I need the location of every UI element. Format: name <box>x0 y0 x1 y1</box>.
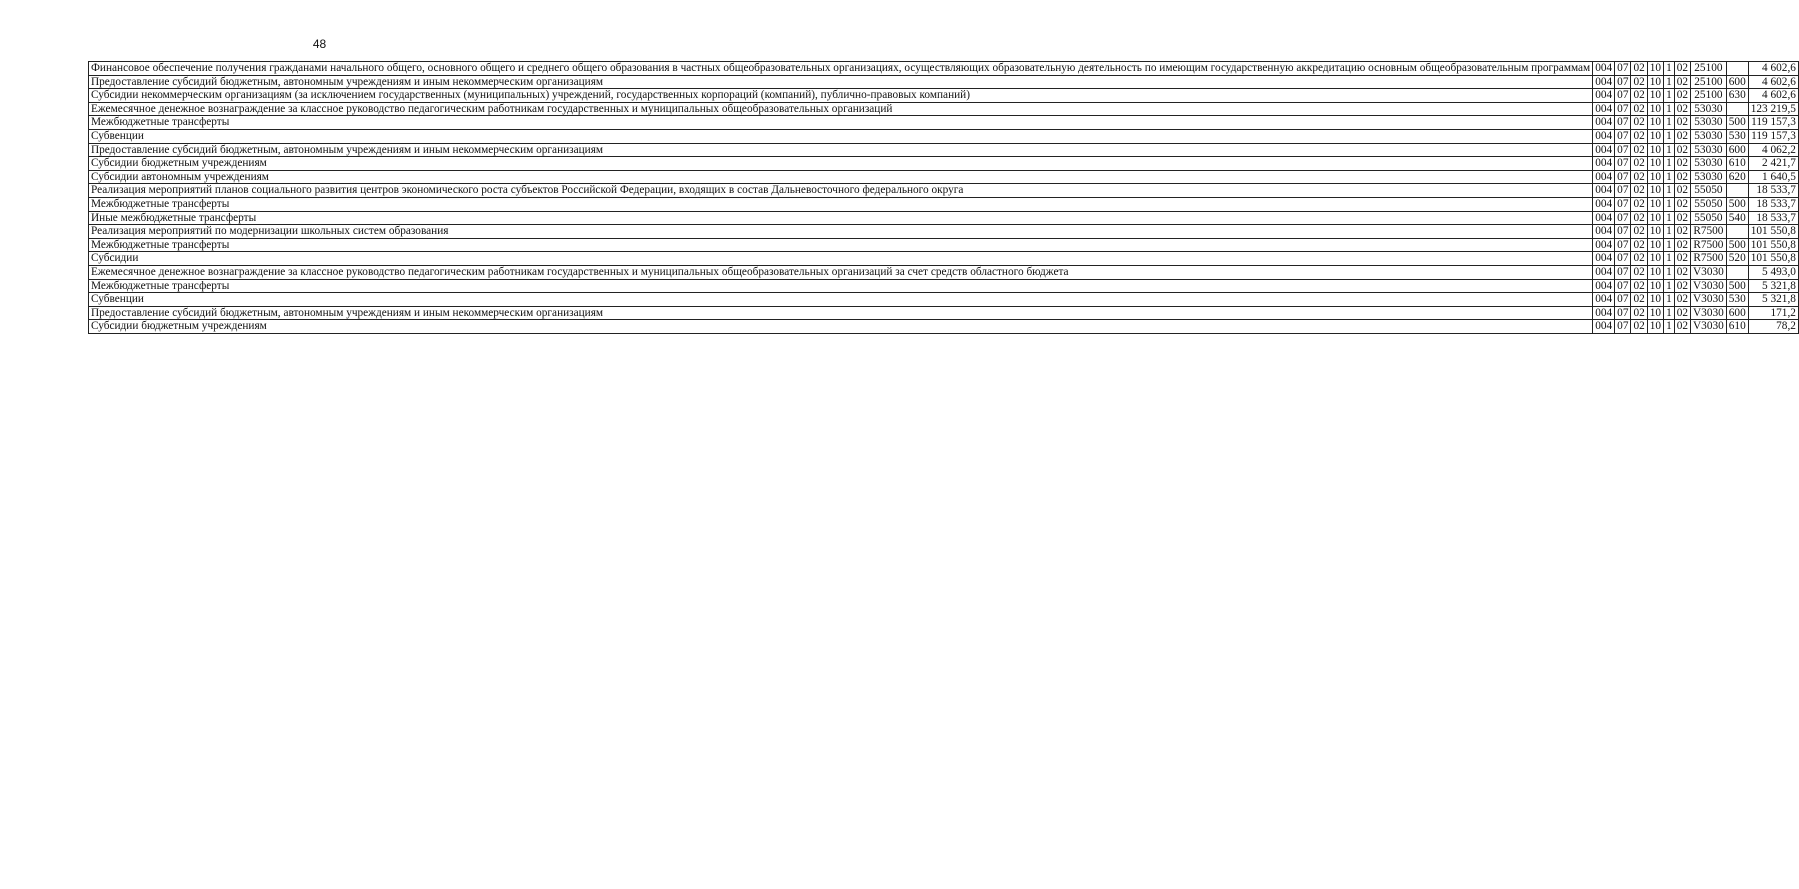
row-name-cell: Предоставление субсидий бюджетным, автономным учреждениям и иным некоммерческим организациям <box>89 75 1593 89</box>
table-row <box>89 306 1799 320</box>
amount-cell: 18 533,7 <box>1748 197 1798 211</box>
section-code-cell: 07 <box>1615 265 1631 279</box>
target-article-part2-cell: 1 <box>1664 102 1675 116</box>
table-row <box>89 116 1799 130</box>
section-code-cell: 07 <box>1615 211 1631 225</box>
row-name-cell: Реализация мероприятий по модернизации школьных систем образования <box>89 225 1593 239</box>
target-article-part1-cell: 10 <box>1647 306 1663 320</box>
expense-type-cell <box>1726 225 1748 239</box>
row-name-cell: Субсидии автономным учреждениям <box>89 170 1593 184</box>
row-name-cell: Субсидии некоммерческим организациям (за исключением государственных (муниципальных) учреждений, государственных корпораций (компаний), публично-правовых компаний) <box>89 89 1593 103</box>
target-article-part1-cell: 10 <box>1647 197 1663 211</box>
expense-type-cell: 610 <box>1726 157 1748 171</box>
target-article-part2-cell: 1 <box>1664 293 1675 307</box>
amount-cell: 4 062,2 <box>1748 143 1798 157</box>
target-article-part3-cell: 02 <box>1674 170 1690 184</box>
target-article-part4-cell: 55050 <box>1691 211 1727 225</box>
target-article-part4-cell: R7500 <box>1691 252 1727 266</box>
section-code-cell: 07 <box>1615 320 1631 334</box>
target-article-part3-cell: 02 <box>1674 306 1690 320</box>
target-article-part2-cell: 1 <box>1664 62 1675 76</box>
section-code-cell: 07 <box>1615 143 1631 157</box>
subsection-code-cell: 02 <box>1631 279 1647 293</box>
expense-type-cell: 620 <box>1726 170 1748 184</box>
expense-type-cell: 600 <box>1726 143 1748 157</box>
section-code-cell: 07 <box>1615 293 1631 307</box>
target-article-part2-cell: 1 <box>1664 252 1675 266</box>
target-article-part2-cell: 1 <box>1664 320 1675 334</box>
subsection-code-cell: 02 <box>1631 225 1647 239</box>
section-code-cell: 07 <box>1615 75 1631 89</box>
subsection-code-cell: 02 <box>1631 75 1647 89</box>
table-row <box>89 238 1799 252</box>
expense-type-cell: 500 <box>1726 197 1748 211</box>
ved-code-cell: 004 <box>1593 225 1615 239</box>
target-article-part2-cell: 1 <box>1664 306 1675 320</box>
subsection-code-cell: 02 <box>1631 211 1647 225</box>
target-article-part1-cell: 10 <box>1647 62 1663 76</box>
section-code-cell: 07 <box>1615 89 1631 103</box>
ved-code-cell: 004 <box>1593 116 1615 130</box>
target-article-part2-cell: 1 <box>1664 265 1675 279</box>
amount-cell: 119 157,3 <box>1748 116 1798 130</box>
target-article-part1-cell: 10 <box>1647 157 1663 171</box>
ved-code-cell: 004 <box>1593 184 1615 198</box>
subsection-code-cell: 02 <box>1631 320 1647 334</box>
subsection-code-cell: 02 <box>1631 62 1647 76</box>
ved-code-cell: 004 <box>1593 129 1615 143</box>
target-article-part4-cell: 53030 <box>1691 102 1727 116</box>
table-row <box>89 225 1799 239</box>
target-article-part4-cell: R7500 <box>1691 225 1727 239</box>
section-code-cell: 07 <box>1615 62 1631 76</box>
ved-code-cell: 004 <box>1593 265 1615 279</box>
expense-type-cell: 530 <box>1726 129 1748 143</box>
subsection-code-cell: 02 <box>1631 184 1647 198</box>
section-code-cell: 07 <box>1615 279 1631 293</box>
expense-type-cell: 540 <box>1726 211 1748 225</box>
subsection-code-cell: 02 <box>1631 293 1647 307</box>
target-article-part3-cell: 02 <box>1674 197 1690 211</box>
page-number: 48 <box>312 37 327 51</box>
target-article-part2-cell: 1 <box>1664 211 1675 225</box>
ved-code-cell: 004 <box>1593 197 1615 211</box>
table-row <box>89 62 1799 76</box>
target-article-part2-cell: 1 <box>1664 197 1675 211</box>
subsection-code-cell: 02 <box>1631 252 1647 266</box>
target-article-part3-cell: 02 <box>1674 75 1690 89</box>
row-name-cell: Финансовое обеспечение получения гражданами начального общего, основного общего и среднего общего образования в частных общеобразовательных организациях, осуществляющих образовательную деятельность по имеющим государственную аккредитацию основным общеобразовательным программам <box>89 62 1593 76</box>
amount-cell: 1 640,5 <box>1748 170 1798 184</box>
target-article-part3-cell: 02 <box>1674 211 1690 225</box>
target-article-part2-cell: 1 <box>1664 89 1675 103</box>
ved-code-cell: 004 <box>1593 293 1615 307</box>
ved-code-cell: 004 <box>1593 157 1615 171</box>
amount-cell: 123 219,5 <box>1748 102 1798 116</box>
subsection-code-cell: 02 <box>1631 265 1647 279</box>
row-name-cell: Реализация мероприятий планов социального развития центров экономического роста субъектов Российской Федерации, входящих в состав Дальневосточного федерального округа <box>89 184 1593 198</box>
target-article-part3-cell: 02 <box>1674 225 1690 239</box>
row-name-cell: Иные межбюджетные трансферты <box>89 211 1593 225</box>
section-code-cell: 07 <box>1615 252 1631 266</box>
table-row <box>89 211 1799 225</box>
ved-code-cell: 004 <box>1593 238 1615 252</box>
table-row <box>89 75 1799 89</box>
table-row <box>89 320 1799 334</box>
section-code-cell: 07 <box>1615 129 1631 143</box>
section-code-cell: 07 <box>1615 184 1631 198</box>
table-row <box>89 157 1799 171</box>
amount-cell: 4 602,6 <box>1748 75 1798 89</box>
row-name-cell: Межбюджетные трансферты <box>89 279 1593 293</box>
section-code-cell: 07 <box>1615 116 1631 130</box>
target-article-part2-cell: 1 <box>1664 116 1675 130</box>
target-article-part4-cell: 25100 <box>1691 62 1727 76</box>
target-article-part4-cell: 53030 <box>1691 129 1727 143</box>
subsection-code-cell: 02 <box>1631 157 1647 171</box>
expense-type-cell: 530 <box>1726 293 1748 307</box>
target-article-part2-cell: 1 <box>1664 157 1675 171</box>
target-article-part2-cell: 1 <box>1664 184 1675 198</box>
target-article-part4-cell: 25100 <box>1691 75 1727 89</box>
row-name-cell: Субсидии бюджетным учреждениям <box>89 157 1593 171</box>
expense-type-cell: 610 <box>1726 320 1748 334</box>
subsection-code-cell: 02 <box>1631 306 1647 320</box>
table-row <box>89 252 1799 266</box>
target-article-part2-cell: 1 <box>1664 170 1675 184</box>
target-article-part4-cell: 53030 <box>1691 143 1727 157</box>
subsection-code-cell: 02 <box>1631 170 1647 184</box>
expense-type-cell <box>1726 62 1748 76</box>
target-article-part3-cell: 02 <box>1674 157 1690 171</box>
expense-type-cell: 520 <box>1726 252 1748 266</box>
amount-cell: 5 321,8 <box>1748 279 1798 293</box>
expense-type-cell: 500 <box>1726 238 1748 252</box>
expense-type-cell <box>1726 184 1748 198</box>
amount-cell: 101 550,8 <box>1748 225 1798 239</box>
budget-table <box>88 61 1799 334</box>
target-article-part4-cell: V3030 <box>1691 279 1727 293</box>
table-body <box>89 62 1799 334</box>
table-row <box>89 293 1799 307</box>
target-article-part4-cell: 25100 <box>1691 89 1727 103</box>
table-row <box>89 129 1799 143</box>
target-article-part4-cell: 55050 <box>1691 197 1727 211</box>
ved-code-cell: 004 <box>1593 170 1615 184</box>
expense-type-cell <box>1726 102 1748 116</box>
section-code-cell: 07 <box>1615 225 1631 239</box>
target-article-part4-cell: R7500 <box>1691 238 1727 252</box>
section-code-cell: 07 <box>1615 306 1631 320</box>
ved-code-cell: 004 <box>1593 102 1615 116</box>
target-article-part1-cell: 10 <box>1647 89 1663 103</box>
target-article-part1-cell: 10 <box>1647 225 1663 239</box>
section-code-cell: 07 <box>1615 102 1631 116</box>
target-article-part2-cell: 1 <box>1664 143 1675 157</box>
target-article-part1-cell: 10 <box>1647 129 1663 143</box>
row-name-cell: Предоставление субсидий бюджетным, автономным учреждениям и иным некоммерческим организациям <box>89 306 1593 320</box>
row-name-cell: Субвенции <box>89 129 1593 143</box>
target-article-part1-cell: 10 <box>1647 211 1663 225</box>
ved-code-cell: 004 <box>1593 252 1615 266</box>
target-article-part3-cell: 02 <box>1674 279 1690 293</box>
row-name-cell: Межбюджетные трансферты <box>89 238 1593 252</box>
amount-cell: 2 421,7 <box>1748 157 1798 171</box>
amount-cell: 5 493,0 <box>1748 265 1798 279</box>
table-row <box>89 143 1799 157</box>
target-article-part2-cell: 1 <box>1664 279 1675 293</box>
target-article-part4-cell: 53030 <box>1691 116 1727 130</box>
ved-code-cell: 004 <box>1593 306 1615 320</box>
amount-cell: 18 533,7 <box>1748 211 1798 225</box>
ved-code-cell: 004 <box>1593 75 1615 89</box>
target-article-part3-cell: 02 <box>1674 116 1690 130</box>
subsection-code-cell: 02 <box>1631 143 1647 157</box>
target-article-part1-cell: 10 <box>1647 265 1663 279</box>
expense-type-cell: 600 <box>1726 306 1748 320</box>
amount-cell: 101 550,8 <box>1748 252 1798 266</box>
target-article-part3-cell: 02 <box>1674 320 1690 334</box>
target-article-part1-cell: 10 <box>1647 143 1663 157</box>
target-article-part3-cell: 02 <box>1674 102 1690 116</box>
table-row <box>89 102 1799 116</box>
target-article-part1-cell: 10 <box>1647 320 1663 334</box>
table-row <box>89 197 1799 211</box>
table-row <box>89 265 1799 279</box>
section-code-cell: 07 <box>1615 170 1631 184</box>
amount-cell: 78,2 <box>1748 320 1798 334</box>
amount-cell: 4 602,6 <box>1748 89 1798 103</box>
target-article-part1-cell: 10 <box>1647 293 1663 307</box>
target-article-part1-cell: 10 <box>1647 238 1663 252</box>
ved-code-cell: 004 <box>1593 320 1615 334</box>
expense-type-cell <box>1726 265 1748 279</box>
target-article-part1-cell: 10 <box>1647 75 1663 89</box>
target-article-part2-cell: 1 <box>1664 225 1675 239</box>
row-name-cell: Субвенции <box>89 293 1593 307</box>
target-article-part1-cell: 10 <box>1647 252 1663 266</box>
ved-code-cell: 004 <box>1593 279 1615 293</box>
table-row <box>89 184 1799 198</box>
target-article-part2-cell: 1 <box>1664 238 1675 252</box>
subsection-code-cell: 02 <box>1631 102 1647 116</box>
ved-code-cell: 004 <box>1593 211 1615 225</box>
subsection-code-cell: 02 <box>1631 116 1647 130</box>
ved-code-cell: 004 <box>1593 89 1615 103</box>
row-name-cell: Субсидии бюджетным учреждениям <box>89 320 1593 334</box>
target-article-part1-cell: 10 <box>1647 170 1663 184</box>
target-article-part3-cell: 02 <box>1674 129 1690 143</box>
expense-type-cell: 600 <box>1726 75 1748 89</box>
section-code-cell: 07 <box>1615 238 1631 252</box>
target-article-part3-cell: 02 <box>1674 62 1690 76</box>
target-article-part3-cell: 02 <box>1674 252 1690 266</box>
subsection-code-cell: 02 <box>1631 129 1647 143</box>
ved-code-cell: 004 <box>1593 62 1615 76</box>
target-article-part4-cell: 55050 <box>1691 184 1727 198</box>
row-name-cell: Межбюджетные трансферты <box>89 116 1593 130</box>
table-row <box>89 279 1799 293</box>
amount-cell: 119 157,3 <box>1748 129 1798 143</box>
target-article-part2-cell: 1 <box>1664 75 1675 89</box>
table-row <box>89 170 1799 184</box>
target-article-part2-cell: 1 <box>1664 129 1675 143</box>
amount-cell: 5 321,8 <box>1748 293 1798 307</box>
subsection-code-cell: 02 <box>1631 89 1647 103</box>
ved-code-cell: 004 <box>1593 143 1615 157</box>
target-article-part1-cell: 10 <box>1647 102 1663 116</box>
target-article-part3-cell: 02 <box>1674 184 1690 198</box>
row-name-cell: Ежемесячное денежное вознаграждение за классное руководство педагогическим работникам государственных и муниципальных общеобразовательных организаций <box>89 102 1593 116</box>
table-row <box>89 89 1799 103</box>
row-name-cell: Межбюджетные трансферты <box>89 197 1593 211</box>
target-article-part1-cell: 10 <box>1647 184 1663 198</box>
target-article-part4-cell: 53030 <box>1691 170 1727 184</box>
row-name-cell: Предоставление субсидий бюджетным, автономным учреждениям и иным некоммерческим организациям <box>89 143 1593 157</box>
subsection-code-cell: 02 <box>1631 238 1647 252</box>
target-article-part3-cell: 02 <box>1674 293 1690 307</box>
target-article-part4-cell: V3030 <box>1691 293 1727 307</box>
target-article-part1-cell: 10 <box>1647 279 1663 293</box>
expense-type-cell: 500 <box>1726 279 1748 293</box>
amount-cell: 101 550,8 <box>1748 238 1798 252</box>
target-article-part3-cell: 02 <box>1674 89 1690 103</box>
amount-cell: 171,2 <box>1748 306 1798 320</box>
target-article-part4-cell: V3030 <box>1691 320 1727 334</box>
target-article-part3-cell: 02 <box>1674 143 1690 157</box>
subsection-code-cell: 02 <box>1631 197 1647 211</box>
amount-cell: 18 533,7 <box>1748 184 1798 198</box>
target-article-part1-cell: 10 <box>1647 116 1663 130</box>
target-article-part3-cell: 02 <box>1674 238 1690 252</box>
row-name-cell: Ежемесячное денежное вознаграждение за классное руководство педагогическим работникам государственных и муниципальных общеобразовательных организаций за счет средств областного бюджета <box>89 265 1593 279</box>
expense-type-cell: 630 <box>1726 89 1748 103</box>
row-name-cell: Субсидии <box>89 252 1593 266</box>
expense-type-cell: 500 <box>1726 116 1748 130</box>
target-article-part4-cell: V3030 <box>1691 306 1727 320</box>
section-code-cell: 07 <box>1615 157 1631 171</box>
target-article-part4-cell: 53030 <box>1691 157 1727 171</box>
section-code-cell: 07 <box>1615 197 1631 211</box>
amount-cell: 4 602,6 <box>1748 62 1798 76</box>
target-article-part4-cell: V3030 <box>1691 265 1727 279</box>
target-article-part3-cell: 02 <box>1674 265 1690 279</box>
